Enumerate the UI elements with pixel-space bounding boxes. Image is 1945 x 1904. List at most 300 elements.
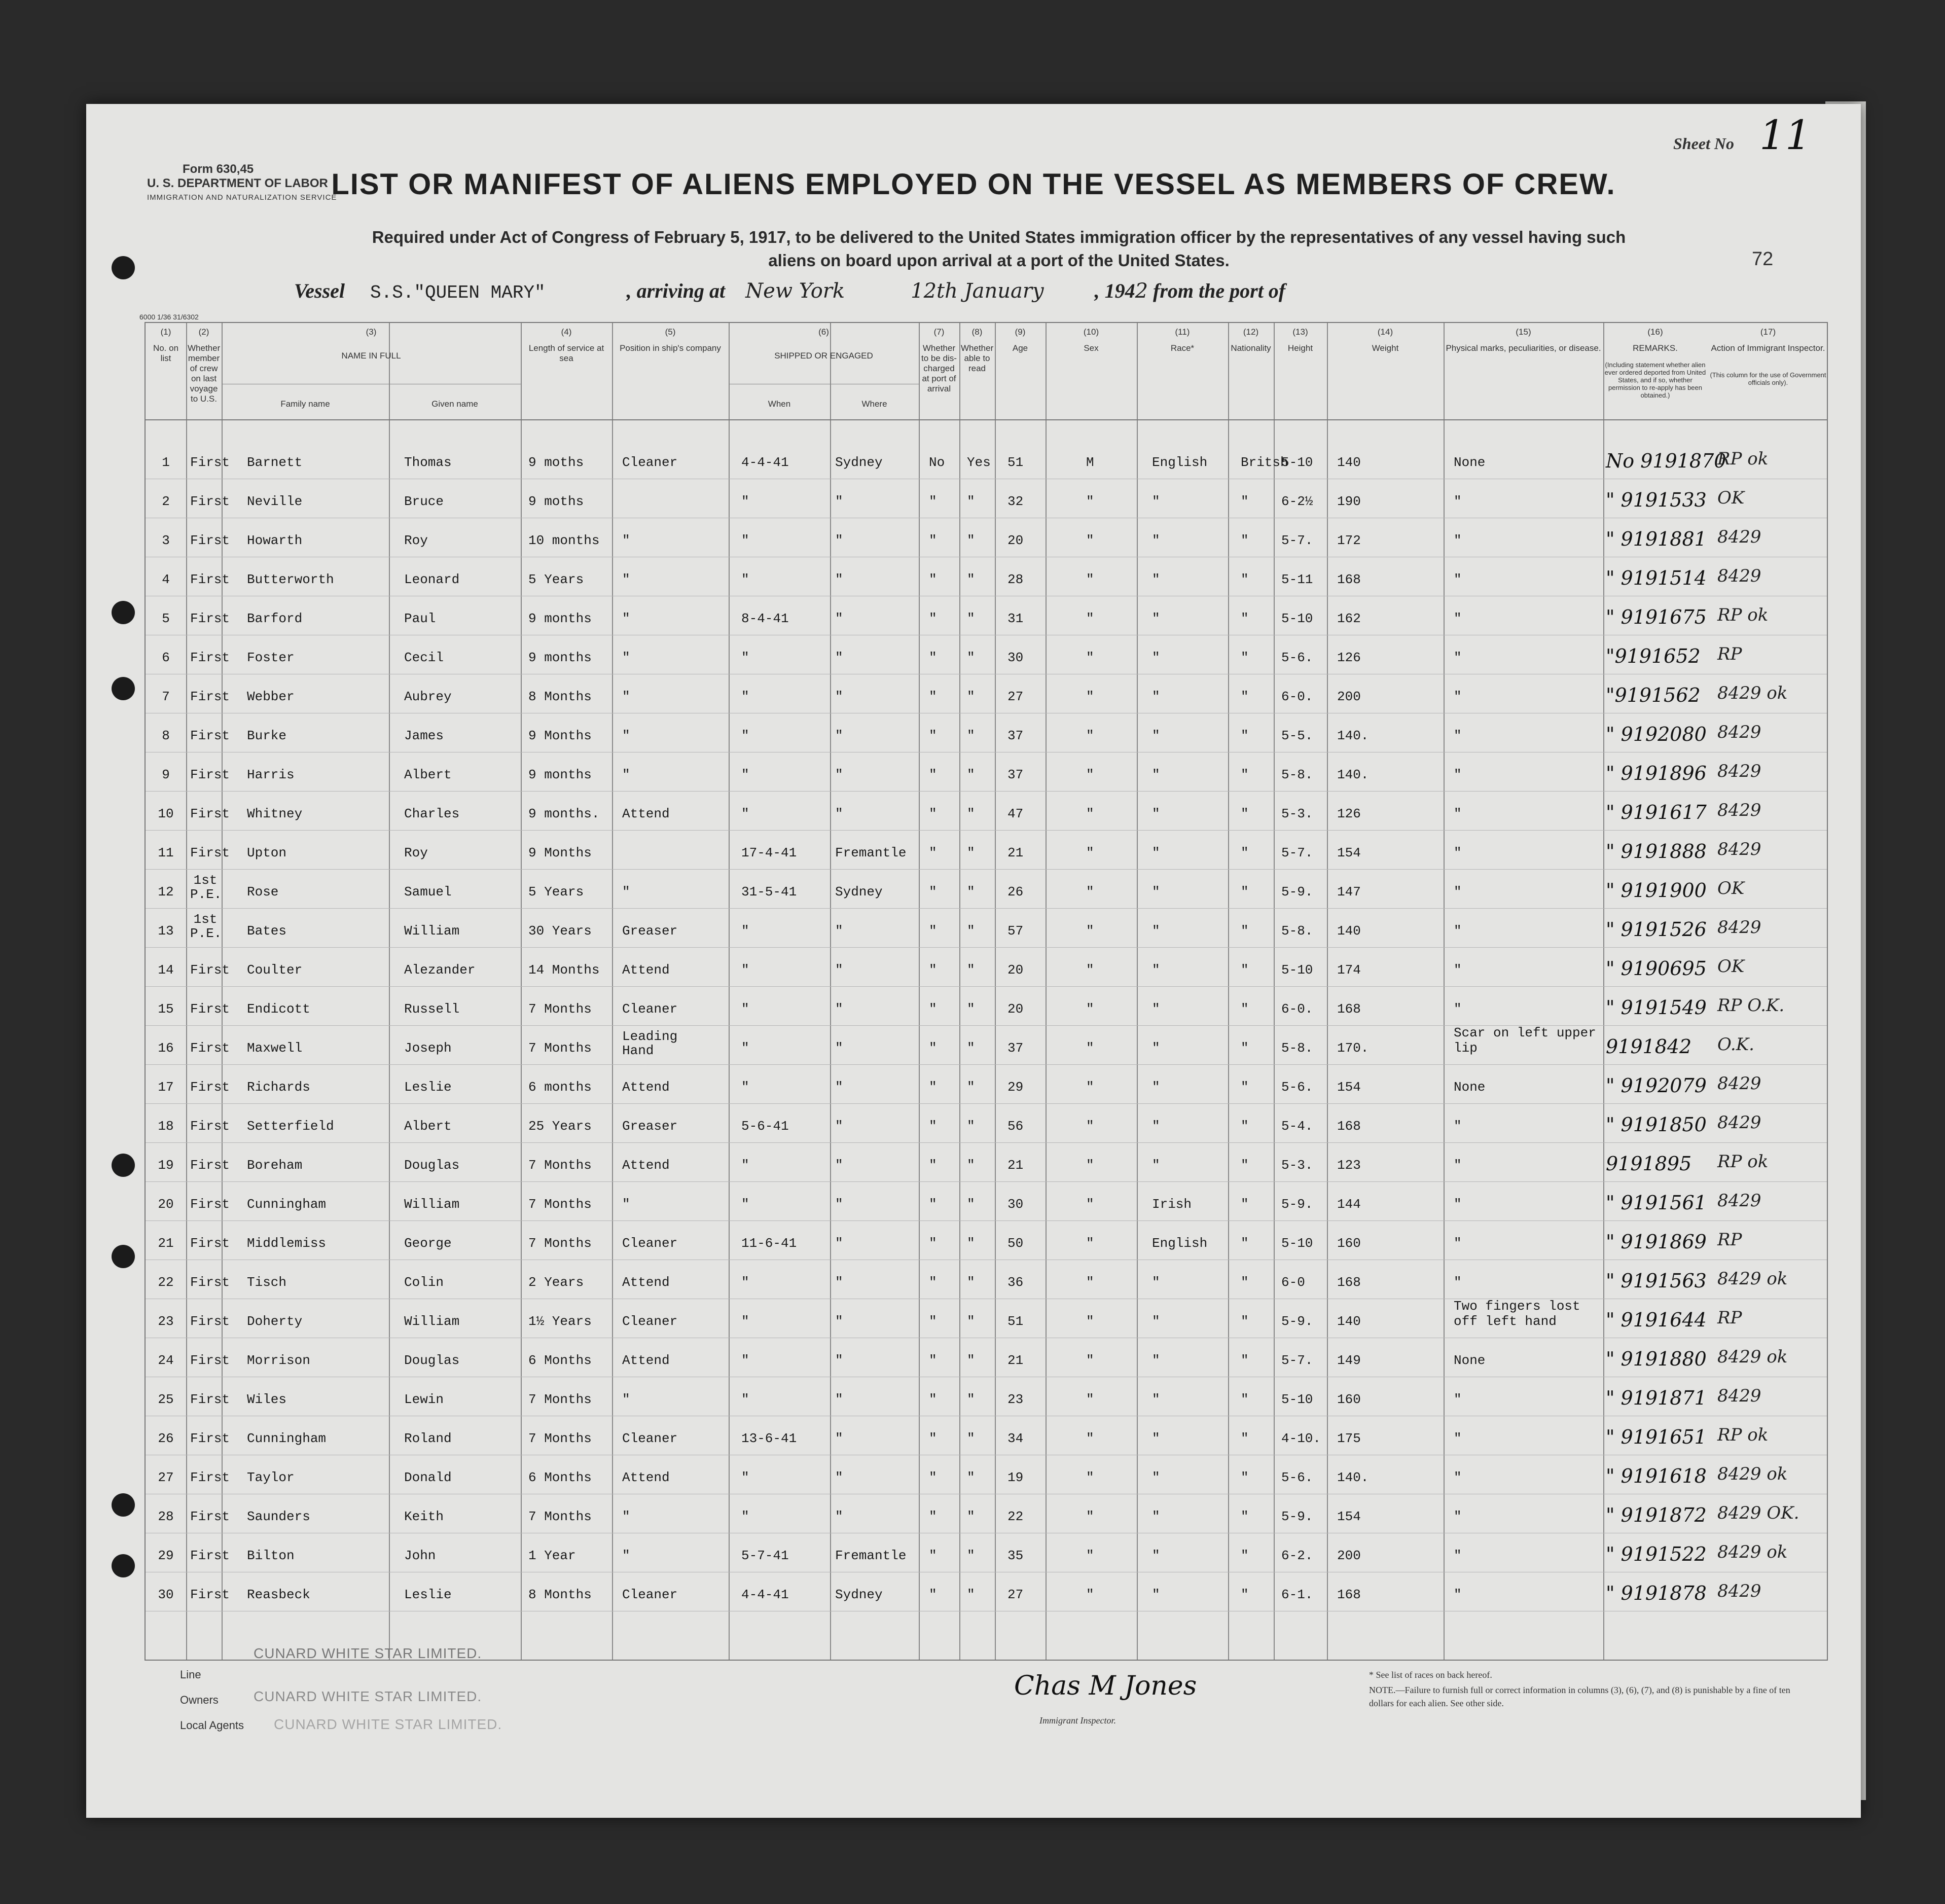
row-line — [146, 1142, 1827, 1143]
service-length: 10 months — [528, 533, 600, 548]
column-divider — [919, 323, 920, 1660]
shipped-when: " — [741, 1353, 749, 1368]
inspector-label: Immigrant Inspector. — [1039, 1715, 1116, 1726]
inspector-action: 8429 ok — [1717, 1269, 1788, 1289]
physical-marks: " — [1454, 1236, 1462, 1251]
able-to-read: " — [967, 611, 975, 626]
sex: " — [1086, 767, 1094, 782]
race: " — [1152, 1353, 1160, 1368]
family-name: Butterworth — [247, 572, 334, 587]
given-name: Roy — [404, 845, 428, 860]
column-number-5: (5) — [665, 327, 676, 337]
row-number: 4 — [162, 572, 170, 587]
physical-marks: " — [1454, 611, 1462, 626]
race: English — [1152, 455, 1208, 470]
print-code: 6000 1/36 31/6302 — [139, 313, 199, 321]
weight: 190 — [1337, 494, 1361, 509]
height: 5-3. — [1281, 1158, 1313, 1173]
discharged-flag: " — [929, 884, 937, 900]
remarks-number: 9191895 — [1606, 1153, 1692, 1175]
shipped-when: " — [741, 923, 749, 939]
ship-position: " — [622, 572, 630, 587]
column-number-9: (9) — [1015, 327, 1026, 337]
shipped-where: " — [835, 1040, 843, 1056]
physical-marks: " — [1454, 1470, 1462, 1485]
family-name: Bates — [247, 923, 287, 939]
shipped-where: " — [835, 923, 843, 939]
column-number-12: (12) — [1243, 327, 1259, 337]
remarks-number: " 9191618 — [1606, 1465, 1707, 1487]
family-name: Howarth — [247, 533, 303, 548]
shipped-when: " — [741, 728, 749, 743]
remarks-number: " 9191896 — [1606, 762, 1707, 784]
sex: " — [1086, 1392, 1094, 1407]
line-stamp: CUNARD WHITE STAR LIMITED. — [254, 1645, 482, 1661]
family-name: Barnett — [247, 455, 303, 470]
row-line — [146, 986, 1827, 987]
column-divider — [959, 323, 960, 1660]
given-name: Albert — [404, 767, 452, 782]
age: 22 — [1007, 1509, 1024, 1524]
weight: 140 — [1337, 1314, 1361, 1329]
able-to-read: " — [967, 689, 975, 704]
inspector-action: 8429 — [1717, 917, 1761, 938]
nationality: " — [1241, 728, 1249, 743]
crew-member-status: First — [190, 1509, 230, 1524]
height: 6-0. — [1281, 689, 1313, 704]
able-to-read: " — [967, 1119, 975, 1134]
given-name: Leslie — [404, 1587, 452, 1602]
weight: 200 — [1337, 1548, 1361, 1563]
height: 5-9. — [1281, 1197, 1313, 1212]
inspector-action: 8429 ok — [1717, 1347, 1788, 1367]
discharged-flag: " — [929, 1158, 937, 1173]
able-to-read: " — [967, 1236, 975, 1251]
race: " — [1152, 1392, 1160, 1407]
weight: 147 — [1337, 884, 1361, 900]
sex: " — [1086, 845, 1094, 860]
discharged-flag: " — [929, 1587, 937, 1602]
column-number-13: (13) — [1292, 327, 1308, 337]
race: " — [1152, 1040, 1160, 1056]
nationality: " — [1241, 494, 1249, 509]
able-to-read: " — [967, 962, 975, 978]
remarks-subheader: (Including statement whether alien ever ordered deported from United States, and if so, whether permission to re-apply has been obtained.) — [1604, 361, 1706, 399]
family-name: Coulter — [247, 962, 303, 978]
physical-marks: " — [1454, 1197, 1462, 1212]
action-subheader: (This column for the use of Government officials only). — [1710, 371, 1826, 386]
service-length: 25 Years — [528, 1119, 592, 1134]
nationality: " — [1241, 1314, 1249, 1329]
sex: " — [1086, 650, 1094, 665]
race: " — [1152, 1587, 1160, 1602]
service-length: 1 Year — [528, 1548, 576, 1563]
family-name: Whitney — [247, 806, 303, 821]
height: 5-10 — [1281, 1392, 1313, 1407]
race: " — [1152, 845, 1160, 860]
inspector-action: 8429 — [1717, 1191, 1761, 1211]
shipped-where: " — [835, 1509, 843, 1524]
weight: 168 — [1337, 1275, 1361, 1290]
service-length: 1½ Years — [528, 1314, 592, 1329]
column-number-16: (16) — [1647, 327, 1663, 337]
family-name: Rose — [247, 884, 279, 900]
shipped-when: 13-6-41 — [741, 1431, 797, 1446]
family-name: Richards — [247, 1080, 310, 1095]
ship-position: Cleaner — [622, 1236, 678, 1251]
remarks-number: " 9191869 — [1606, 1231, 1707, 1253]
crew-member-status: First — [190, 650, 230, 665]
shipped-when: 8-4-41 — [741, 611, 789, 626]
sex: " — [1086, 1314, 1094, 1329]
given-name: William — [404, 1314, 460, 1329]
nationality: " — [1241, 1197, 1249, 1212]
age: 34 — [1007, 1431, 1024, 1446]
able-to-read: " — [967, 884, 975, 900]
height: 5-7. — [1281, 533, 1313, 548]
given-name: Cecil — [404, 650, 444, 665]
inspector-action: RP ok — [1717, 605, 1769, 625]
inspector-action: 8429 — [1717, 1386, 1761, 1406]
height: 6-2. — [1281, 1548, 1313, 1563]
age: 35 — [1007, 1548, 1024, 1563]
able-to-read: " — [967, 1040, 975, 1056]
race: " — [1152, 1470, 1160, 1485]
family-name: Tisch — [247, 1275, 287, 1290]
discharged-flag: " — [929, 728, 937, 743]
crew-member-status: First — [190, 689, 230, 704]
physical-marks: None — [1454, 1353, 1486, 1368]
weight: 174 — [1337, 962, 1361, 978]
nationality: " — [1241, 845, 1249, 860]
remarks-number: "9191652 — [1606, 645, 1701, 667]
shipped-when: " — [741, 1197, 749, 1212]
service-length: 6 Months — [528, 1470, 592, 1485]
shipped-where: Sydney — [835, 1587, 883, 1602]
service-length: 8 Months — [528, 689, 592, 704]
column-header-7: Whether to be dis-charged at port of arrival — [921, 343, 957, 393]
header-divider — [146, 419, 1827, 420]
crew-member-status: First — [190, 1587, 230, 1602]
row-number: 9 — [162, 767, 170, 782]
nationality: " — [1241, 962, 1249, 978]
sex: " — [1086, 923, 1094, 939]
arrival-date: 12th January — [911, 279, 1044, 303]
inspector-action: 8429 — [1717, 761, 1761, 781]
family-name: Bilton — [247, 1548, 295, 1563]
column-divider — [222, 323, 223, 1660]
from-port-label: from the port of — [1148, 279, 1286, 302]
crew-member-status: First — [190, 455, 230, 470]
shipped-where: " — [835, 1236, 843, 1251]
height: 5-9. — [1281, 1509, 1313, 1524]
remarks-number: " 9191900 — [1606, 879, 1707, 902]
family-name: Burke — [247, 728, 287, 743]
discharged-flag: " — [929, 1236, 937, 1251]
agents-stamp: CUNARD WHITE STAR LIMITED. — [274, 1716, 502, 1732]
race: " — [1152, 494, 1160, 509]
crew-member-status: First — [190, 1236, 230, 1251]
physical-marks: " — [1454, 494, 1462, 509]
service-length: 5 Years — [528, 572, 584, 587]
age: 47 — [1007, 806, 1024, 821]
row-line — [146, 791, 1827, 792]
crew-member-status: First — [190, 1392, 230, 1407]
crew-member-status: First — [190, 1353, 230, 1368]
age: 37 — [1007, 728, 1024, 743]
race-note: * See list of races on back hereof. — [1369, 1670, 1492, 1680]
row-line — [146, 1220, 1827, 1221]
able-to-read: " — [967, 1158, 975, 1173]
family-name: Cunningham — [247, 1431, 327, 1446]
race: " — [1152, 533, 1160, 548]
remarks-number: " 9191651 — [1606, 1426, 1707, 1448]
column-number-14: (14) — [1377, 327, 1393, 337]
given-name: Joseph — [404, 1040, 452, 1056]
ship-position: " — [622, 611, 630, 626]
height: 5-7. — [1281, 845, 1313, 860]
family-name: Reasbeck — [247, 1587, 310, 1602]
shipped-where: " — [835, 1470, 843, 1485]
given-name: William — [404, 1197, 460, 1212]
nationality: " — [1241, 1236, 1249, 1251]
race: " — [1152, 611, 1160, 626]
remarks-number: " 9191644 — [1606, 1309, 1707, 1331]
ship-position: " — [622, 689, 630, 704]
height: 5-3. — [1281, 806, 1313, 821]
year-prefix: , 194 — [1094, 279, 1135, 302]
given-name: Roy — [404, 533, 428, 548]
service-length: 7 Months — [528, 1158, 592, 1173]
nationality: " — [1241, 1158, 1249, 1173]
nationality: " — [1241, 1119, 1249, 1134]
shipped-where: " — [835, 1392, 843, 1407]
weight: 160 — [1337, 1392, 1361, 1407]
physical-marks: " — [1454, 1275, 1462, 1290]
column-divider — [1274, 323, 1275, 1660]
age: 21 — [1007, 1353, 1024, 1368]
shipped-when: " — [741, 1509, 749, 1524]
physical-marks: Scar on left upper lip — [1454, 1025, 1596, 1056]
nationality: " — [1241, 767, 1249, 782]
physical-marks: " — [1454, 1587, 1462, 1602]
sex: " — [1086, 1119, 1094, 1134]
crew-member-status: First — [190, 1197, 230, 1212]
remarks-number: " 9191563 — [1606, 1270, 1707, 1292]
service-length: 7 Months — [528, 1236, 592, 1251]
age: 20 — [1007, 962, 1024, 978]
punch-hole — [112, 677, 135, 700]
punch-hole — [112, 1493, 135, 1517]
weight: 175 — [1337, 1431, 1361, 1446]
column-number-2: (2) — [198, 327, 209, 337]
column-divider — [1444, 323, 1445, 1660]
weight: 168 — [1337, 1587, 1361, 1602]
race: " — [1152, 884, 1160, 900]
column-header-11: Race* — [1170, 343, 1195, 353]
shipped-where: " — [835, 650, 843, 665]
able-to-read: " — [967, 767, 975, 782]
year-digit: 2 — [1135, 279, 1148, 303]
shipped-where: " — [835, 728, 843, 743]
inspector-action: 8429 ok — [1717, 1542, 1788, 1562]
ship-position: Greaser — [622, 1119, 678, 1134]
age: 37 — [1007, 1040, 1024, 1056]
discharged-flag: " — [929, 1119, 937, 1134]
given-name: Colin — [404, 1275, 444, 1290]
race: " — [1152, 1275, 1160, 1290]
inspector-action: RP — [1717, 1308, 1742, 1328]
race: " — [1152, 728, 1160, 743]
physical-marks: " — [1454, 1431, 1462, 1446]
service-length: 7 Months — [528, 1431, 592, 1446]
ship-position: " — [622, 650, 630, 665]
column-number-10: (10) — [1083, 327, 1099, 337]
able-to-read: " — [967, 1275, 975, 1290]
family-name: Neville — [247, 494, 303, 509]
race: " — [1152, 767, 1160, 782]
shipped-when: " — [741, 1040, 749, 1056]
shipped-when: 11-6-41 — [741, 1236, 797, 1251]
discharged-flag: " — [929, 1080, 937, 1095]
remarks-number: " 9191617 — [1606, 801, 1707, 823]
given-name: Douglas — [404, 1158, 460, 1173]
race: " — [1152, 962, 1160, 978]
ship-position: Greaser — [622, 923, 678, 939]
able-to-read: " — [967, 1587, 975, 1602]
weight: 140. — [1337, 1470, 1369, 1485]
race: " — [1152, 650, 1160, 665]
age: 37 — [1007, 767, 1024, 782]
service-length: 9 Months — [528, 845, 592, 860]
weight: 154 — [1337, 845, 1361, 860]
column-divider — [1046, 323, 1047, 1660]
service-length: 30 Years — [528, 923, 592, 939]
row-number: 7 — [162, 689, 170, 704]
race: " — [1152, 1119, 1160, 1134]
nationality: " — [1241, 611, 1249, 626]
remarks-number: " 9192079 — [1606, 1074, 1707, 1097]
column-divider — [389, 323, 390, 1660]
family-name: Taylor — [247, 1470, 295, 1485]
sex: " — [1086, 1197, 1094, 1212]
race: " — [1152, 1314, 1160, 1329]
service-length: 9 moths — [528, 494, 584, 509]
family-name: Webber — [247, 689, 295, 704]
column-number-1: (1) — [160, 327, 171, 337]
column-number-3: (3) — [366, 327, 377, 337]
crew-member-status: First — [190, 1158, 230, 1173]
column-number-6: (6) — [818, 327, 829, 337]
column-number-15: (15) — [1516, 327, 1531, 337]
shipped-where: " — [835, 689, 843, 704]
physical-marks: " — [1454, 923, 1462, 939]
discharged-flag: " — [929, 767, 937, 782]
discharged-flag: " — [929, 1392, 937, 1407]
punch-hole — [112, 1245, 135, 1268]
nationality: " — [1241, 1392, 1249, 1407]
age: 31 — [1007, 611, 1024, 626]
given-name: Douglas — [404, 1353, 460, 1368]
column-header-3: NAME IN FULL — [341, 351, 401, 361]
race: " — [1152, 1431, 1160, 1446]
age: 21 — [1007, 845, 1024, 860]
remarks-number: No 9191870 — [1606, 450, 1726, 472]
shipped-where: Fremantle — [835, 1548, 907, 1563]
given-name: Alezander — [404, 962, 476, 978]
shipped-where: Fremantle — [835, 845, 907, 860]
ship-position: " — [622, 767, 630, 782]
nationality: " — [1241, 1431, 1249, 1446]
column-divider — [1228, 323, 1229, 1660]
sex: " — [1086, 1470, 1094, 1485]
row-number: 8 — [162, 728, 170, 743]
age: 23 — [1007, 1392, 1024, 1407]
able-to-read: " — [967, 1392, 975, 1407]
discharged-flag: " — [929, 1314, 937, 1329]
row-number: 12 — [158, 884, 174, 900]
column-number-8: (8) — [971, 327, 983, 337]
given-name: George — [404, 1236, 452, 1251]
remarks-number: " 9190695 — [1606, 957, 1707, 980]
race: " — [1152, 806, 1160, 821]
age: 21 — [1007, 1158, 1024, 1173]
physical-marks: " — [1454, 1001, 1462, 1017]
crew-member-status: First — [190, 1314, 230, 1329]
weight: 160 — [1337, 1236, 1361, 1251]
shipped-where: " — [835, 1158, 843, 1173]
discharged-flag: " — [929, 962, 937, 978]
age: 30 — [1007, 650, 1024, 665]
shipped-where: " — [835, 1001, 843, 1017]
column-divider — [612, 323, 613, 1660]
column-divider — [995, 323, 996, 1660]
row-number: 18 — [158, 1119, 174, 1134]
height: 4-10. — [1281, 1431, 1321, 1446]
height: 5-10 — [1281, 611, 1313, 626]
penalty-note: NOTE.—Failure to furnish full or correct information in columns (3), (6), (7), and (8) is punishable by a fine of ten dollars for each alien. See other side. — [1369, 1685, 1790, 1708]
height: 5-9. — [1281, 1314, 1313, 1329]
service-length: 9 moths — [528, 455, 584, 470]
row-number: 10 — [158, 806, 174, 821]
physical-marks: " — [1454, 1509, 1462, 1524]
row-number: 29 — [158, 1548, 174, 1563]
column-header-8: Whether able to read — [961, 343, 994, 373]
column-header-9: Age — [1012, 343, 1028, 353]
discharged-flag: " — [929, 1470, 937, 1485]
line-label: Line — [180, 1668, 201, 1681]
age: 50 — [1007, 1236, 1024, 1251]
column-header-12: Nationality — [1231, 343, 1271, 353]
shipped-when: " — [741, 1314, 749, 1329]
row-line — [146, 947, 1827, 948]
row-number: 11 — [158, 845, 174, 860]
row-line — [146, 1181, 1827, 1182]
sex: " — [1086, 884, 1094, 900]
physical-marks: " — [1454, 845, 1462, 860]
weight: 168 — [1337, 1119, 1361, 1134]
physical-marks: " — [1454, 962, 1462, 978]
row-number: 25 — [158, 1392, 174, 1407]
able-to-read: " — [967, 1353, 975, 1368]
age: 36 — [1007, 1275, 1024, 1290]
age: 27 — [1007, 1587, 1024, 1602]
family-name: Maxwell — [247, 1040, 303, 1056]
sex: " — [1086, 533, 1094, 548]
remarks-number: " 9191878 — [1606, 1582, 1707, 1604]
inspector-action: OK — [1717, 488, 1745, 508]
shipped-when: " — [741, 1470, 749, 1485]
